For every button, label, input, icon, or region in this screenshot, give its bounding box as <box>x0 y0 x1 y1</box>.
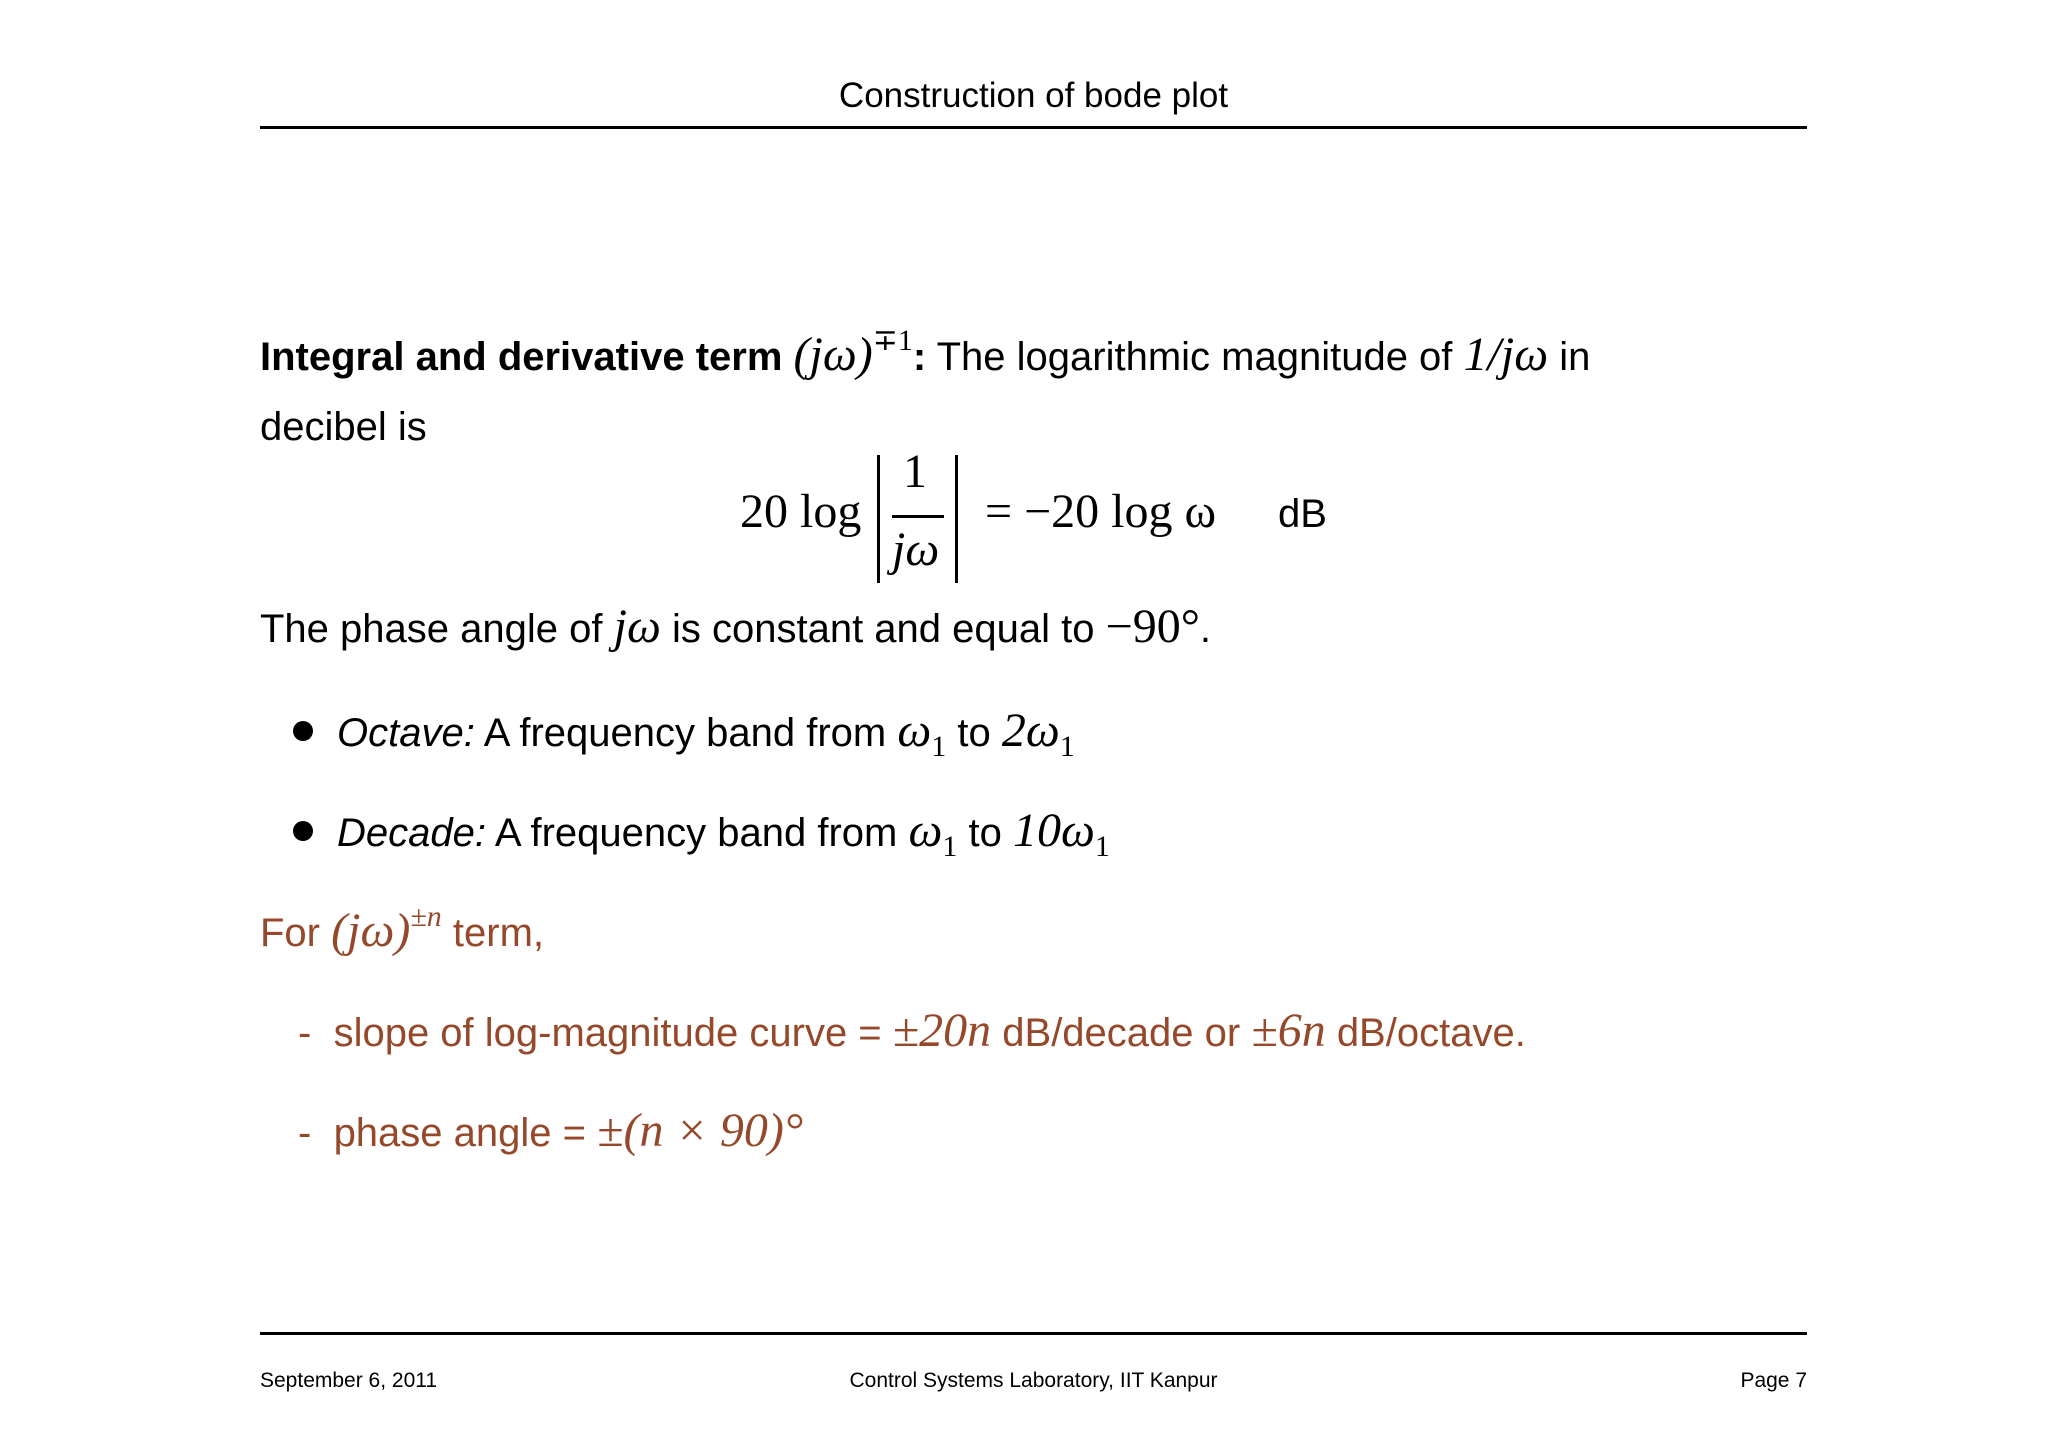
dash-m2: ±6n <box>1251 1004 1326 1057</box>
bullet-dot <box>293 821 313 841</box>
dash-m1: ±20n <box>892 1004 992 1057</box>
bullet-from-sub: 1 <box>931 730 947 763</box>
for-term-line <box>260 900 545 958</box>
intro-line2: decibel is <box>260 405 427 449</box>
term-exponent: ∓1 <box>872 324 913 357</box>
for-base: (jω) <box>331 904 411 957</box>
intro-bold-label: Integral and derivative term <box>260 335 783 379</box>
intro-line <box>260 324 1591 382</box>
bullet-term: Decade: <box>337 811 486 855</box>
footer-date: September 6, 2011 <box>260 1369 438 1392</box>
phase-period: . <box>1199 607 1212 651</box>
intro-expr: 1/jω <box>1463 328 1549 381</box>
bullet-to-sub: 1 <box>1059 730 1075 763</box>
bullet-text: A frequency band from <box>483 711 887 755</box>
bullet-to: to <box>957 711 991 755</box>
dash-item-phase <box>298 1106 803 1158</box>
equation-rhs: = −20 log ω <box>985 485 1217 538</box>
intro-colon: : <box>912 335 927 379</box>
phase-text2: is constant and equal to <box>671 607 1095 651</box>
header-rule <box>260 126 1807 129</box>
bullet-to: to <box>968 811 1002 855</box>
footer-page: Page 7 <box>1740 1369 1807 1392</box>
footer-center: Control Systems Laboratory, IIT Kanpur <box>849 1369 1218 1392</box>
dash-marker: - <box>298 1011 312 1055</box>
dash-m1: ±(n × 90)° <box>597 1104 804 1157</box>
bullet-from-var: ω <box>908 804 943 857</box>
bullet-item-decade <box>337 804 1110 863</box>
phase-line <box>260 602 1211 654</box>
dash-text3: dB/octave. <box>1336 1011 1526 1055</box>
bullet-text: A frequency band from <box>494 811 898 855</box>
for-text1: For <box>260 911 320 955</box>
equation-numerator: 1 <box>903 445 927 498</box>
abs-bar-left <box>877 455 880 583</box>
bullet-term: Octave: <box>337 711 475 755</box>
fraction-line <box>892 515 944 518</box>
equation-denominator: jω <box>892 523 940 576</box>
term-base: (jω) <box>793 328 873 381</box>
dash-marker: - <box>298 1111 312 1155</box>
dash-text1: slope of log-magnitude curve = <box>333 1011 882 1055</box>
bullet-from-var: ω <box>897 704 932 757</box>
bullet-from-sub: 1 <box>942 830 958 863</box>
bullet-to-coeff: 10ω <box>1012 804 1095 857</box>
page-title: Construction of bode plot <box>838 76 1229 115</box>
intro-text1: The logarithmic magnitude of <box>936 335 1453 379</box>
abs-bar-right <box>955 455 958 583</box>
equation-lhs: 20 log <box>740 485 862 538</box>
equation-unit: dB <box>1278 492 1327 536</box>
dash-item-slope <box>298 1006 1526 1058</box>
phase-text1: The phase angle of <box>260 607 603 651</box>
dash-text2: dB/decade or <box>1002 1011 1241 1055</box>
for-exponent: ±n <box>410 900 442 933</box>
dash-text1: phase angle = <box>333 1111 587 1155</box>
bullet-to-coeff: 2ω <box>1001 704 1060 757</box>
bullet-to-sub: 1 <box>1094 830 1110 863</box>
for-text2: term, <box>452 911 545 955</box>
bullet-item-octave <box>337 704 1075 763</box>
bullet-dot <box>293 721 313 741</box>
intro-text2: in <box>1559 335 1591 379</box>
footer-rule <box>260 1332 1807 1335</box>
phase-var: jω <box>613 600 661 653</box>
phase-value: −90° <box>1105 600 1200 653</box>
